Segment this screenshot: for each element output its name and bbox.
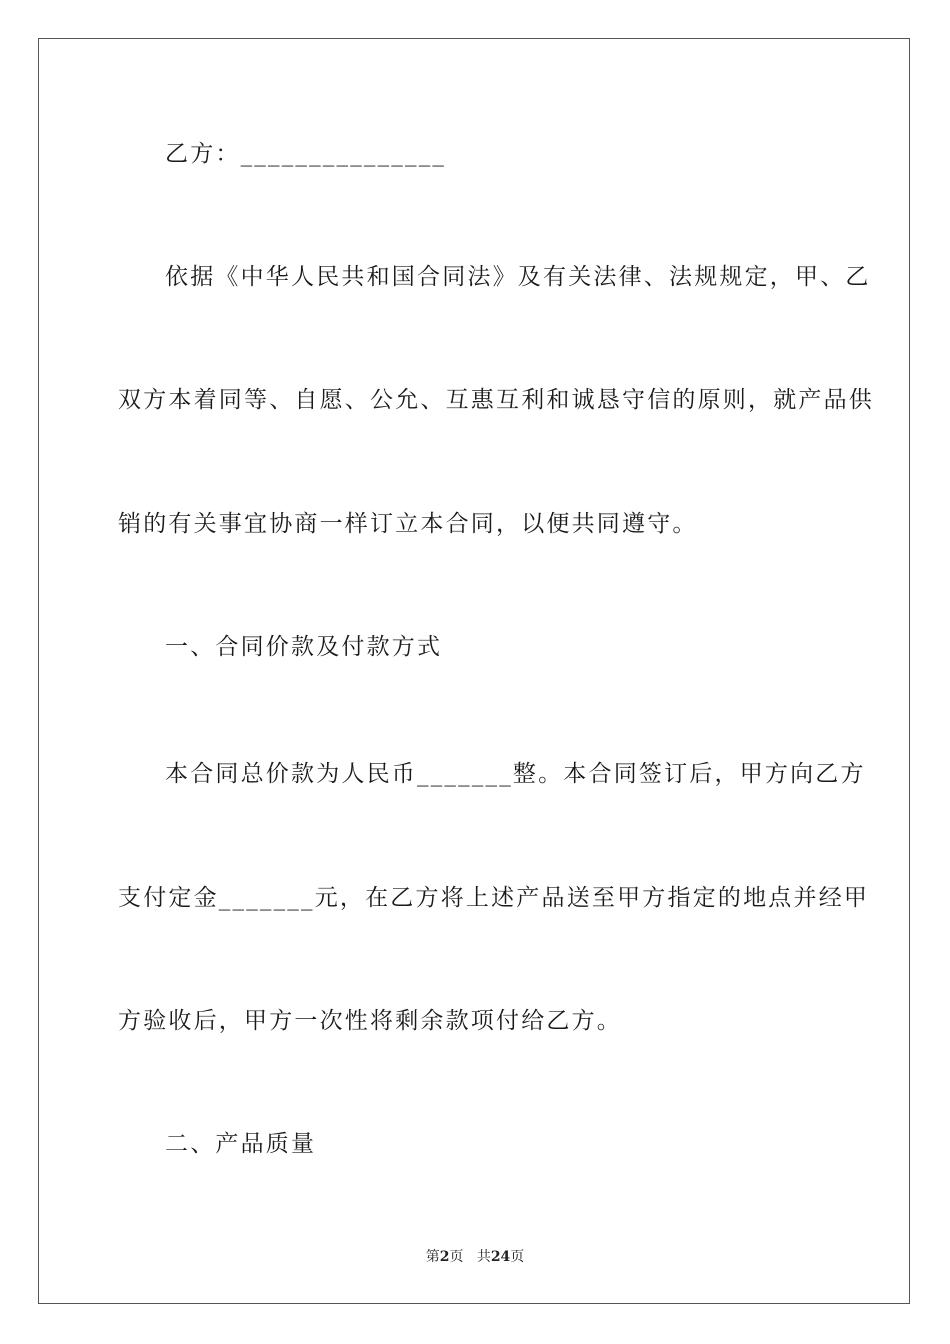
page-suffix: 页	[449, 1249, 464, 1265]
paragraph-line: 方验收后，甲方一次性将剩余款项付给乙方。	[118, 1008, 622, 1034]
paragraph-line: 本合同总价款为人民币_______整。本合同签订后，甲方向乙方	[165, 761, 866, 787]
party-b-line: 乙方：_______________	[165, 141, 447, 167]
paragraph-line: 双方本着同等、自愿、公允、互惠互利和诚恳守信的原则，就产品供	[118, 387, 874, 413]
page-border	[38, 38, 910, 1304]
paragraph-line: 销的有关事宜协商一样订立本合同，以便共同遵守。	[118, 511, 698, 537]
total-suffix: 页	[510, 1249, 525, 1265]
total-prefix: 共	[476, 1249, 491, 1265]
paragraph-line: 依据《中华人民共和国合同法》及有关法律、法规规定，甲、乙	[165, 264, 871, 290]
total-pages: 24	[490, 1249, 511, 1265]
page-prefix: 第	[425, 1249, 440, 1265]
section-heading: 一、合同价款及付款方式	[165, 634, 443, 660]
paragraph-line: 支付定金_______元，在乙方将上述产品送至甲方指定的地点并经甲	[118, 885, 870, 911]
page-footer	[0, 1247, 950, 1267]
section-heading: 二、产品质量	[165, 1131, 317, 1157]
page-number: 2	[439, 1249, 450, 1265]
